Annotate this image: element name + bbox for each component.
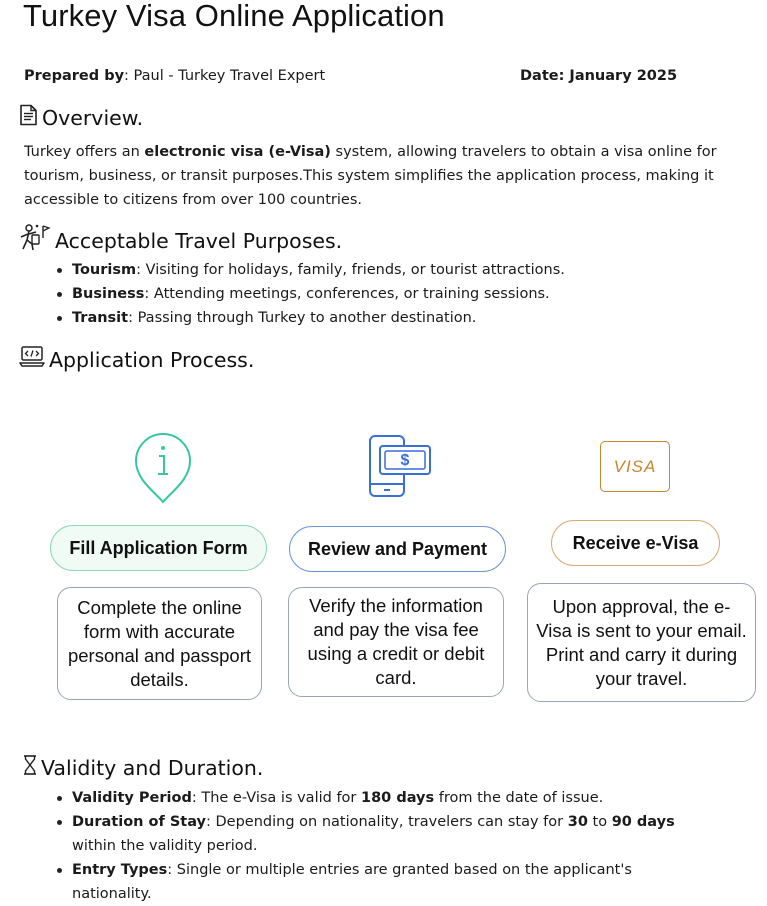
- visa-card-icon: [600, 441, 670, 492]
- step-title-fill-form: Fill Application Form: [50, 525, 267, 571]
- prepared-by: [24, 68, 325, 84]
- validity-text: from the date of issue.: [434, 790, 604, 806]
- overview-text-bold: electronic visa (e-Visa): [144, 144, 331, 160]
- purposes-heading: [19, 223, 342, 258]
- step-desc-review-payment: Verify the information and pay the visa fee using a credit or debit card.: [288, 587, 504, 697]
- visa-card-text: VISA: [613, 456, 657, 476]
- step-title-review-payment: Review and Payment: [289, 526, 506, 572]
- purpose-desc: : Visiting for holidays, family, friends, or tourist attractions.: [136, 262, 565, 278]
- validity-text: : Depending on nationality, travelers can stay for: [206, 814, 568, 830]
- validity-bold: 180 days: [361, 790, 435, 806]
- validity-text: : The e-Visa is valid for: [191, 790, 361, 806]
- validity-text: within the validity period.: [72, 838, 258, 854]
- overview-heading-text: Overview.: [42, 105, 144, 130]
- overview-text-b: system, allowing travelers to obtain a visa online for tourism, business, or transit purposes.This system simplifies the application process, making it accessible to citizens from over 100 countries.: [24, 144, 717, 208]
- list-item: [0, 306, 565, 330]
- info-pin-icon: [134, 432, 192, 504]
- list-item: [0, 786, 712, 810]
- overview-text-a: Turkey offers an: [24, 144, 145, 160]
- purpose-term: Tourism: [72, 262, 137, 278]
- purpose-desc: : Attending meetings, conferences, or training sessions.: [144, 286, 550, 302]
- validity-term: Validity Period: [72, 790, 192, 806]
- validity-text: : Single or multiple entries are granted based on the applicant's nationality.: [72, 862, 632, 902]
- laptop-code-icon: [19, 345, 45, 374]
- step-desc-receive-evisa: Upon approval, the e-Visa is sent to your email. Print and carry it during your travel.: [527, 583, 756, 702]
- mobile-payment-icon: [367, 434, 433, 498]
- svg-text:$: $: [400, 452, 410, 469]
- prepared-by-value: : Paul - Turkey Travel Expert: [124, 68, 326, 84]
- overview-paragraph: [24, 140, 724, 212]
- traveler-icon: [19, 223, 51, 258]
- validity-list: [0, 786, 712, 906]
- process-heading-text: Application Process.: [49, 347, 255, 372]
- validity-text: to: [587, 814, 612, 830]
- validity-bold: 30: [567, 814, 588, 830]
- validity-bold: 90 days: [611, 814, 675, 830]
- list-item: [0, 258, 565, 282]
- hourglass-icon: [23, 754, 37, 781]
- document-icon: [19, 104, 38, 131]
- validity-term: Duration of Stay: [72, 814, 207, 830]
- validity-term: Entry Types: [72, 862, 168, 878]
- page-title: Turkey Visa Online Application: [23, 0, 445, 33]
- validity-heading-text: Validity and Duration.: [41, 755, 264, 780]
- validity-heading: [19, 754, 263, 781]
- purpose-term: Business: [72, 286, 145, 302]
- overview-heading: [19, 104, 143, 131]
- document-date: Date: January 2025: [520, 68, 678, 84]
- process-heading: [19, 345, 254, 374]
- step-desc-fill-form: Complete the online form with accurate personal and passport details.: [57, 587, 262, 700]
- purpose-desc: : Passing through Turkey to another destination.: [128, 310, 477, 326]
- purposes-list: [0, 258, 565, 330]
- list-item: [0, 810, 712, 858]
- purposes-heading-text: Acceptable Travel Purposes.: [55, 228, 343, 253]
- step-title-receive-evisa: Receive e-Visa: [551, 520, 720, 566]
- list-item: [0, 858, 712, 906]
- prepared-by-label: Prepared by: [24, 68, 125, 84]
- list-item: [0, 282, 565, 306]
- purpose-term: Transit: [72, 310, 129, 326]
